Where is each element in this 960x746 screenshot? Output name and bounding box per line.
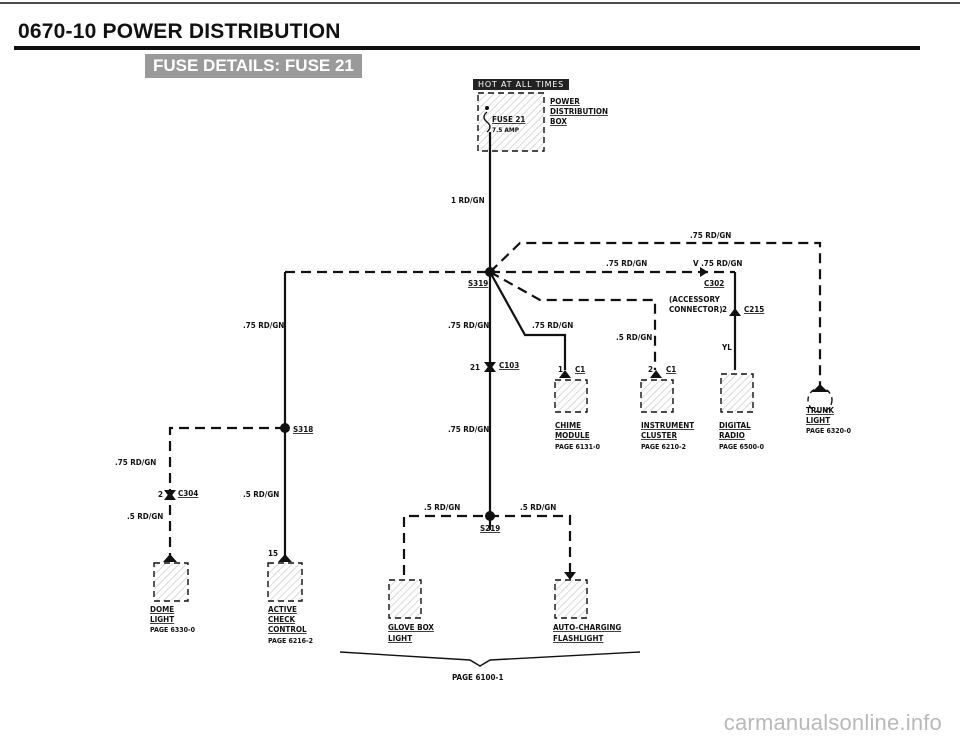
glove-box-light: [388, 580, 434, 643]
svg-text:CHIME: CHIME: [555, 421, 582, 430]
power-distribution-box: [478, 93, 608, 151]
svg-text:DOME: DOME: [150, 605, 175, 614]
splice-s318-label: S318: [293, 425, 314, 434]
svg-text:PAGE 6216-2: PAGE 6216-2: [268, 637, 314, 645]
svg-text:MODULE: MODULE: [555, 431, 590, 440]
c103-label: C103: [499, 361, 520, 370]
svg-text:CONTROL: CONTROL: [268, 625, 307, 634]
splice-s219-label: S219: [480, 524, 501, 533]
box-label-3: BOX: [550, 117, 567, 126]
chime-wire-label: .75 RD/GN: [532, 321, 574, 330]
svg-text:AUTO-CHARGING: AUTO-CHARGING: [553, 623, 622, 632]
section-label: FUSE DETAILS: FUSE 21: [145, 54, 362, 78]
active-check-control: [268, 549, 313, 645]
c304-label: C304: [178, 489, 199, 498]
svg-text:FLASHLIGHT: FLASHLIGHT: [553, 634, 604, 643]
active-lower-label: .5 RD/GN: [243, 490, 280, 499]
hot-at-all-times-label: HOT AT ALL TIMES: [473, 79, 569, 90]
c302-label: C302: [704, 279, 725, 288]
svg-text:RADIO: RADIO: [719, 431, 745, 440]
splice-s319-label: S319: [468, 279, 489, 288]
digital-radio: [719, 374, 765, 451]
dome-light: [150, 554, 196, 634]
auto-charging-flashlight: [553, 572, 621, 643]
c103-wire-label: .75 RD/GN: [448, 321, 490, 330]
svg-text:1: 1: [558, 365, 564, 374]
svg-text:C1: C1: [666, 365, 677, 374]
svg-text:C1: C1: [575, 365, 586, 374]
c215-label: C215: [744, 305, 765, 314]
cluster-wire-label: .5 RD/GN: [616, 333, 653, 342]
instrument-cluster: [641, 365, 694, 451]
main-feed-label: 1 RD/GN: [451, 196, 485, 205]
svg-text:CHECK: CHECK: [268, 615, 296, 624]
trunk-wire-label: .75 RD/GN: [690, 231, 732, 240]
svg-text:ACTIVE: ACTIVE: [268, 605, 297, 614]
svg-text:LIGHT: LIGHT: [806, 416, 831, 425]
svg-text:GLOVE BOX: GLOVE BOX: [388, 623, 434, 632]
svg-text:TRUNK: TRUNK: [806, 406, 834, 415]
glove-wire-label: .5 RD/GN: [424, 503, 461, 512]
svg-text:21: 21: [470, 363, 481, 372]
svg-text:PAGE 6210-2: PAGE 6210-2: [641, 443, 687, 451]
svg-text:INSTRUMENT: INSTRUMENT: [641, 421, 695, 430]
svg-text:PAGE 6320-0: PAGE 6320-0: [806, 427, 852, 435]
page-bracket: [340, 652, 640, 666]
dome-lower-label: .5 RD/GN: [127, 512, 164, 521]
watermark: carmanualsonline.info: [723, 710, 942, 735]
box-label-2: DISTRIBUTION: [550, 107, 609, 116]
page-title: 0670-10 POWER DISTRIBUTION: [18, 20, 341, 43]
svg-text:2: 2: [648, 365, 654, 374]
chime-module: [555, 365, 601, 451]
svg-text:15: 15: [268, 549, 279, 558]
c103-down-label: .75 RD/GN: [448, 425, 490, 434]
svg-text:LIGHT: LIGHT: [388, 634, 413, 643]
svg-text:PAGE 6330-0: PAGE 6330-0: [150, 626, 196, 634]
accessory-label-2: CONNECTOR): [669, 305, 723, 314]
dome-wire-label: .75 RD/GN: [115, 458, 157, 467]
trunk-light: [806, 384, 852, 435]
active-check-wire-label: .75 RD/GN: [243, 321, 285, 330]
svg-text:LIGHT: LIGHT: [150, 615, 175, 624]
page-reference: PAGE 6100-1: [452, 673, 504, 682]
flashlight-wire-label: .5 RD/GN: [520, 503, 557, 512]
fuse-name: FUSE 21: [492, 115, 526, 124]
c302-wire-label-b: V .75 RD/GN: [693, 259, 743, 268]
radio-lead-label: YL: [722, 343, 732, 352]
c302-wire-label-a: .75 RD/GN: [606, 259, 648, 268]
svg-text:2: 2: [158, 490, 164, 499]
svg-text:2: 2: [722, 305, 728, 314]
svg-text:DIGITAL: DIGITAL: [719, 421, 751, 430]
svg-text:CLUSTER: CLUSTER: [641, 431, 677, 440]
box-label-1: POWER: [550, 97, 580, 106]
accessory-label-1: (ACCESSORY: [669, 295, 720, 304]
connector-c215-icon: [729, 308, 741, 316]
svg-text:PAGE 6500-0: PAGE 6500-0: [719, 443, 765, 451]
fuse-rating: 7.5 AMP: [492, 126, 520, 134]
svg-text:PAGE 6131-0: PAGE 6131-0: [555, 443, 601, 451]
